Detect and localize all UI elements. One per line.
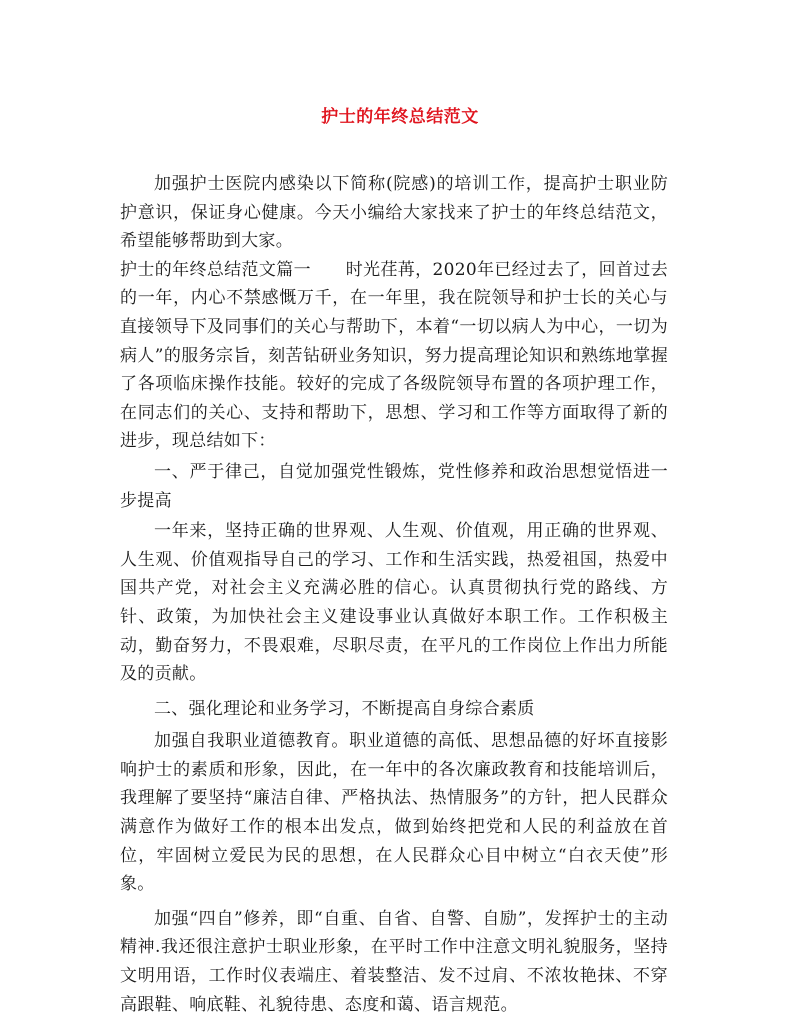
paragraph-two: 加强自我职业道德教育。职业道德的高低、思想品德的好坏直接影响护士的素质和形象，因此，在一年中的各次廉政教育和技能培训后，我理解了要坚持“廉洁自律、严格执法、热情服务”的方针，把人民群众满意作为做好工作的根本出发点，做到始终把党和人民的利益放在首位，牢固树立爱民为民的思想，在人民群众心目中树立“白衣天使”形象。 <box>120 731 668 895</box>
intro-paragraph: 加强护士医院内感染以下简称(院感)的培训工作，提高护士职业防护意识，保证身心健康。今天小编给大家找来了护士的年终总结范文，希望能够帮助到大家。 <box>120 174 668 252</box>
paragraph-one: 一年来，坚持正确的世界观、人生观、价值观，用正确的世界观、人生观、价值观指导自己的学习、工作和生活实践，热爱祖国，热爱中国共产党，对社会主义充满必胜的信心。认真贯彻执行党的路线、方针、政策，为加快社会主义建设事业认真做好本职工作。工作积极主动，勤奋努力，不畏艰难，尽职尽责，在平凡的工作岗位上作出力所能及的贡献。 <box>120 521 668 685</box>
section-intro-paragraph: 护士的年终总结范文篇一 时光荏苒，2020年已经过去了，回首过去的一年，内心不禁感慨万千，在一年里，我在院领导和护士长的关心与直接领导下及同事们的关心与帮助下，本着“一切以病人为中心，一切为病人”的服务宗旨，刻苦钻研业务知识，努力提高理论知识和熟练地掌握了各项临床操作技能。较好的完成了各级院领导布置的各项护理工作，在同志们的关心、支持和帮助下，思想、学习和工作等方面取得了新的进步，现总结如下： <box>120 259 668 452</box>
heading-two: 二、强化理论和业务学习，不断提高自身综合素质 <box>154 698 535 719</box>
document-title: 护士的年终总结范文 <box>321 107 479 127</box>
heading-one: 一、严于律己，自觉加强党性锻炼，党性修养和政治思想觉悟进一步提高 <box>120 461 668 511</box>
document-body <box>120 170 668 1019</box>
paragraph-three: 加强“四自”修养，即“自重、自省、自警、自励”，发挥护士的主动精神.我还很注意护士职业形象，在平时工作中注意文明礼貌服务，坚持文明用语，工作时仪表端庄、着装整洁、发不过肩、不浓妆艳抹、不穿高跟鞋、响底鞋、礼貌待患、态度和蔼、语言规范。 <box>120 908 668 1015</box>
